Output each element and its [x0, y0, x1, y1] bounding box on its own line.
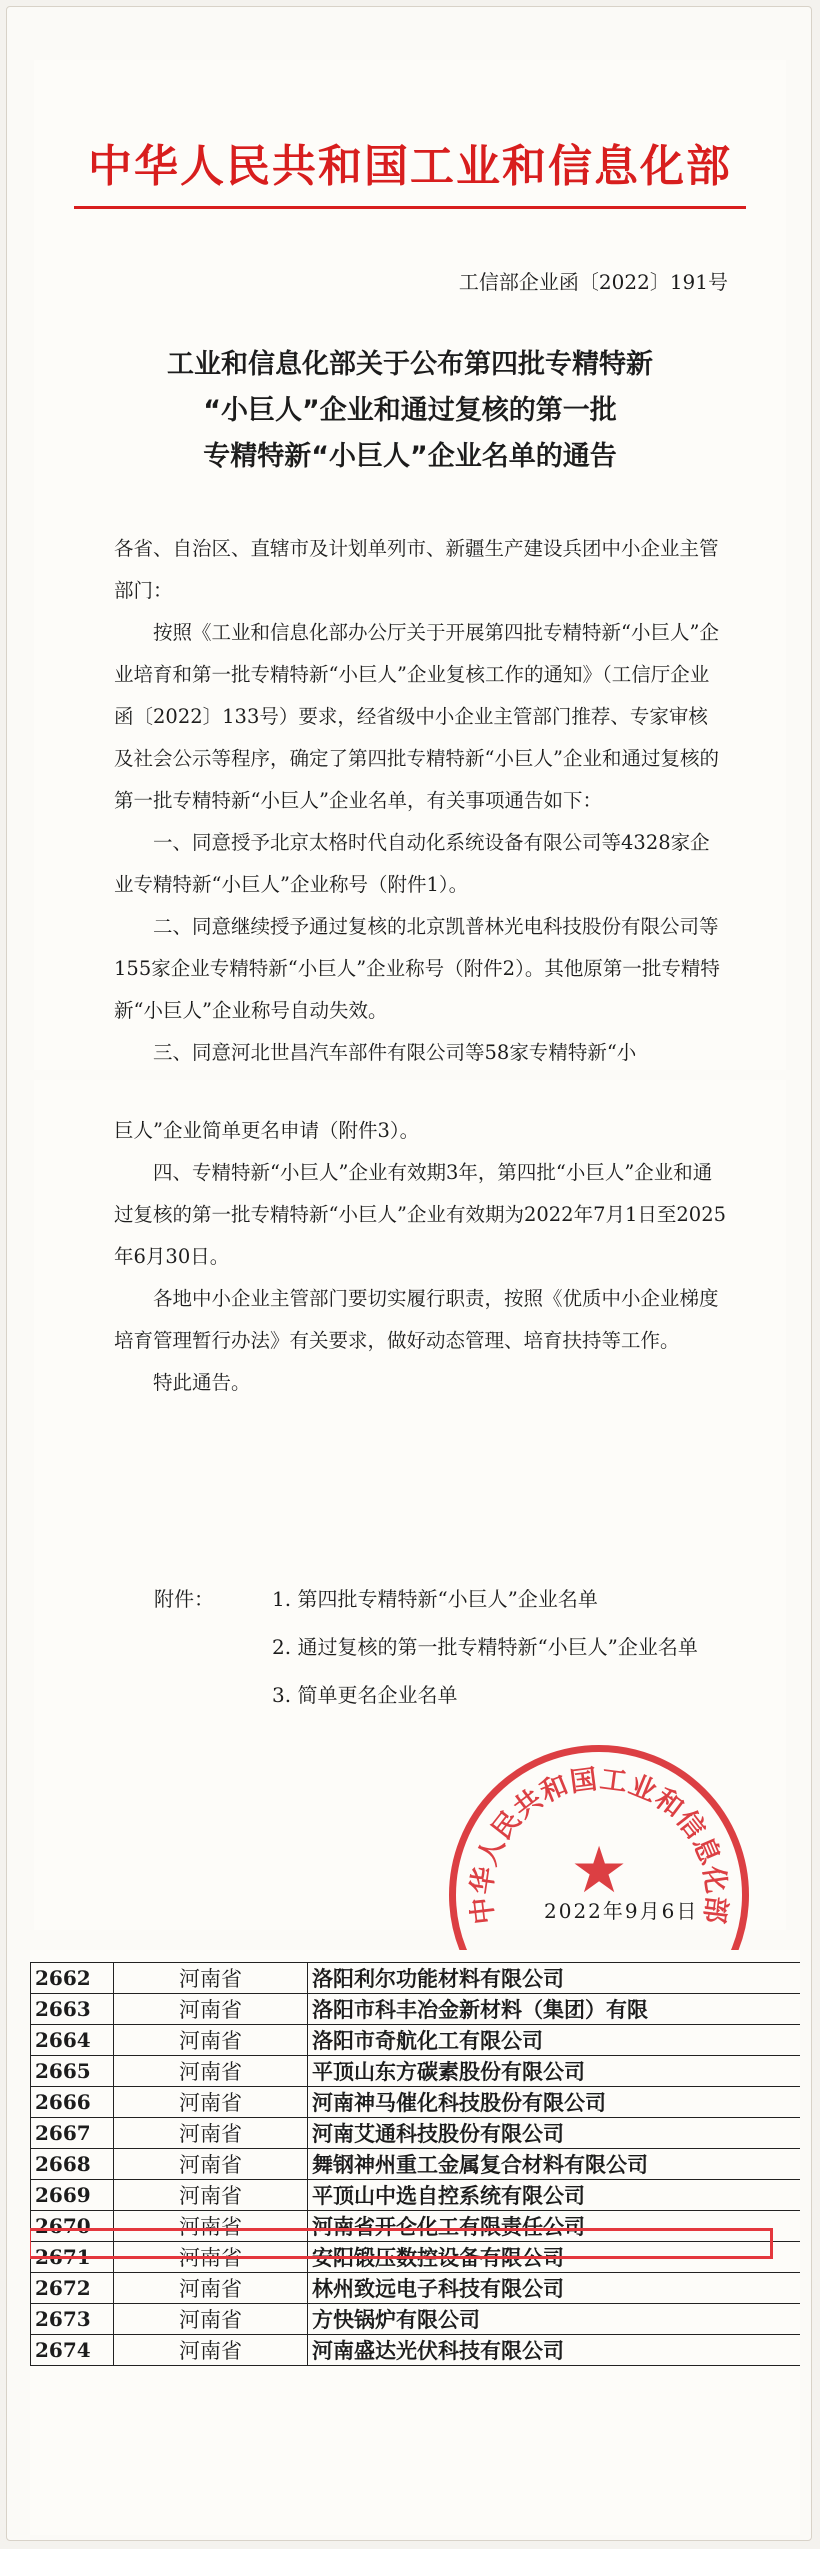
- row-number: 2672: [31, 2273, 114, 2304]
- row-province: 河南省: [114, 2149, 308, 2180]
- row-province: 河南省: [114, 2335, 308, 2366]
- document-number: 工信部企业函〔2022〕191号: [458, 270, 728, 294]
- table-row-highlighted: [31, 2118, 801, 2149]
- company-list-table: [30, 1950, 800, 2535]
- attachment-item: 2. 通过复核的第一批专精特新“小巨人”企业名单: [272, 1635, 698, 1659]
- table-row: [31, 2273, 801, 2304]
- row-company: 河南盛达光伏科技有限公司: [308, 2335, 801, 2366]
- row-company: 林州致远电子科技有限公司: [308, 2273, 801, 2304]
- table-row: [31, 1994, 801, 2025]
- row-number: 2663: [31, 1994, 114, 2025]
- row-number: 2665: [31, 2056, 114, 2087]
- table-row: [31, 2149, 801, 2180]
- row-company: 河南艾通科技股份有限公司: [308, 2118, 801, 2149]
- row-province: 河南省: [114, 2118, 308, 2149]
- table-row: [31, 2056, 801, 2087]
- row-company: 河南省开仑化工有限责任公司: [308, 2211, 801, 2242]
- row-company: 方快锅炉有限公司: [308, 2304, 801, 2335]
- title-line: 工业和信息化部关于公布第四批专精特新: [167, 349, 653, 380]
- row-company: 洛阳市科丰冶金新材料（集团）有限: [308, 1994, 801, 2025]
- document-page-2: [34, 1080, 786, 1930]
- company-table: [30, 1962, 800, 2366]
- body-text-page-2: [114, 1110, 726, 1404]
- row-number: 2668: [31, 2149, 114, 2180]
- table-row: [31, 2087, 801, 2118]
- salutation: 各省、自治区、直辖市及计划单列市、新疆生产建设兵团中小企业主管部门：: [114, 537, 719, 602]
- letterhead: 中华人民共和国工业和信息化部: [88, 141, 732, 192]
- paragraph: 巨人”企业简单更名申请（附件3）。: [114, 1119, 420, 1142]
- body-text-page-1: [114, 528, 726, 1074]
- row-province: 河南省: [114, 2056, 308, 2087]
- row-company: 平顶山东方碳素股份有限公司: [308, 2056, 801, 2087]
- attachments-label: 附件：: [154, 1587, 214, 1611]
- title-line: 专精特新“小巨人”企业名单的通告: [203, 441, 617, 472]
- issue-date: 2022年9月6日: [544, 1899, 699, 1923]
- row-province: 河南省: [114, 2273, 308, 2304]
- paragraph: 特此通告。: [153, 1371, 251, 1394]
- row-company: 平顶山中选自控系统有限公司: [308, 2180, 801, 2211]
- row-province: 河南省: [114, 2242, 308, 2273]
- paragraph: 按照《工业和信息化部办公厅关于开展第四批专精特新“小巨人”企业培育和第一批专精特新“小巨人”企业复核工作的通知》（工信厅企业函〔2022〕133号）要求，经省级中小企业主管部门推荐、专家审核及社会公示等程序，确定了第四批专精特新“小巨人”企业和通过复核的第一批专精特新“小巨人”企业名单，有关事项通告如下：: [114, 621, 719, 812]
- row-number: 2664: [31, 2025, 114, 2056]
- paragraph: 三、同意河北世昌汽车部件有限公司等58家专精特新“小: [153, 1041, 637, 1064]
- attachment-item: 1. 第四批专精特新“小巨人”企业名单: [272, 1587, 598, 1611]
- attachment-item: 3. 简单更名企业名单: [272, 1683, 458, 1707]
- row-number: 2670: [31, 2211, 114, 2242]
- row-province: 河南省: [114, 2180, 308, 2211]
- row-province: 河南省: [114, 2025, 308, 2056]
- paragraph: 四、专精特新“小巨人”企业有效期3年，第四批“小巨人”企业和通过复核的第一批专精特新“小巨人”企业有效期为2022年7月1日至2025年6月30日。: [114, 1161, 727, 1268]
- row-province: 河南省: [114, 2087, 308, 2118]
- row-number: 2674: [31, 2335, 114, 2366]
- row-company: 河南神马催化科技股份有限公司: [308, 2087, 801, 2118]
- row-province: 河南省: [114, 2211, 308, 2242]
- table-row: [31, 2180, 801, 2211]
- table-row: [31, 1963, 801, 1994]
- highlight-box: [30, 2228, 773, 2259]
- row-number: 2667: [31, 2118, 114, 2149]
- title-line: “小巨人”企业和通过复核的第一批: [203, 395, 617, 426]
- row-company: 安阳锻压数控设备有限公司: [308, 2242, 801, 2273]
- seal-text: 中华人民共和国工业和信息化部: [466, 1764, 732, 1926]
- row-company: 舞钢神州重工金属复合材料有限公司: [308, 2149, 801, 2180]
- row-company: 洛阳市奇航化工有限公司: [308, 2025, 801, 2056]
- row-number: 2673: [31, 2304, 114, 2335]
- table-row: [31, 2304, 801, 2335]
- row-company: 洛阳利尔功能材料有限公司: [308, 1963, 801, 1994]
- paragraph: 各地中小企业主管部门要切实履行职责，按照《优质中小企业梯度培育管理暂行办法》有关要求，做好动态管理、培育扶持等工作。: [114, 1287, 719, 1352]
- table-row: [31, 2025, 801, 2056]
- red-divider-line: [74, 206, 746, 209]
- row-number: 2666: [31, 2087, 114, 2118]
- table-row: [31, 2335, 801, 2366]
- document-page-1: [34, 60, 786, 1070]
- row-province: 河南省: [114, 2304, 308, 2335]
- row-province: 河南省: [114, 1963, 308, 1994]
- row-number: 2671: [31, 2242, 114, 2273]
- row-number: 2669: [31, 2180, 114, 2211]
- document-title: [34, 342, 786, 480]
- star-emblem-icon: ★: [570, 1834, 628, 1908]
- paragraph: 二、同意继续授予通过复核的北京凯普林光电科技股份有限公司等155家企业专精特新“小巨人”企业称号（附件2）。其他原第一批专精特新“小巨人”企业称号自动失效。: [114, 915, 720, 1022]
- row-number: 2662: [31, 1963, 114, 1994]
- attachments: [114, 1575, 698, 1719]
- paragraph: 一、同意授予北京太格时代自动化系统设备有限公司等4328家企业专精特新“小巨人”企业称号（附件1）。: [114, 831, 710, 896]
- row-province: 河南省: [114, 1994, 308, 2025]
